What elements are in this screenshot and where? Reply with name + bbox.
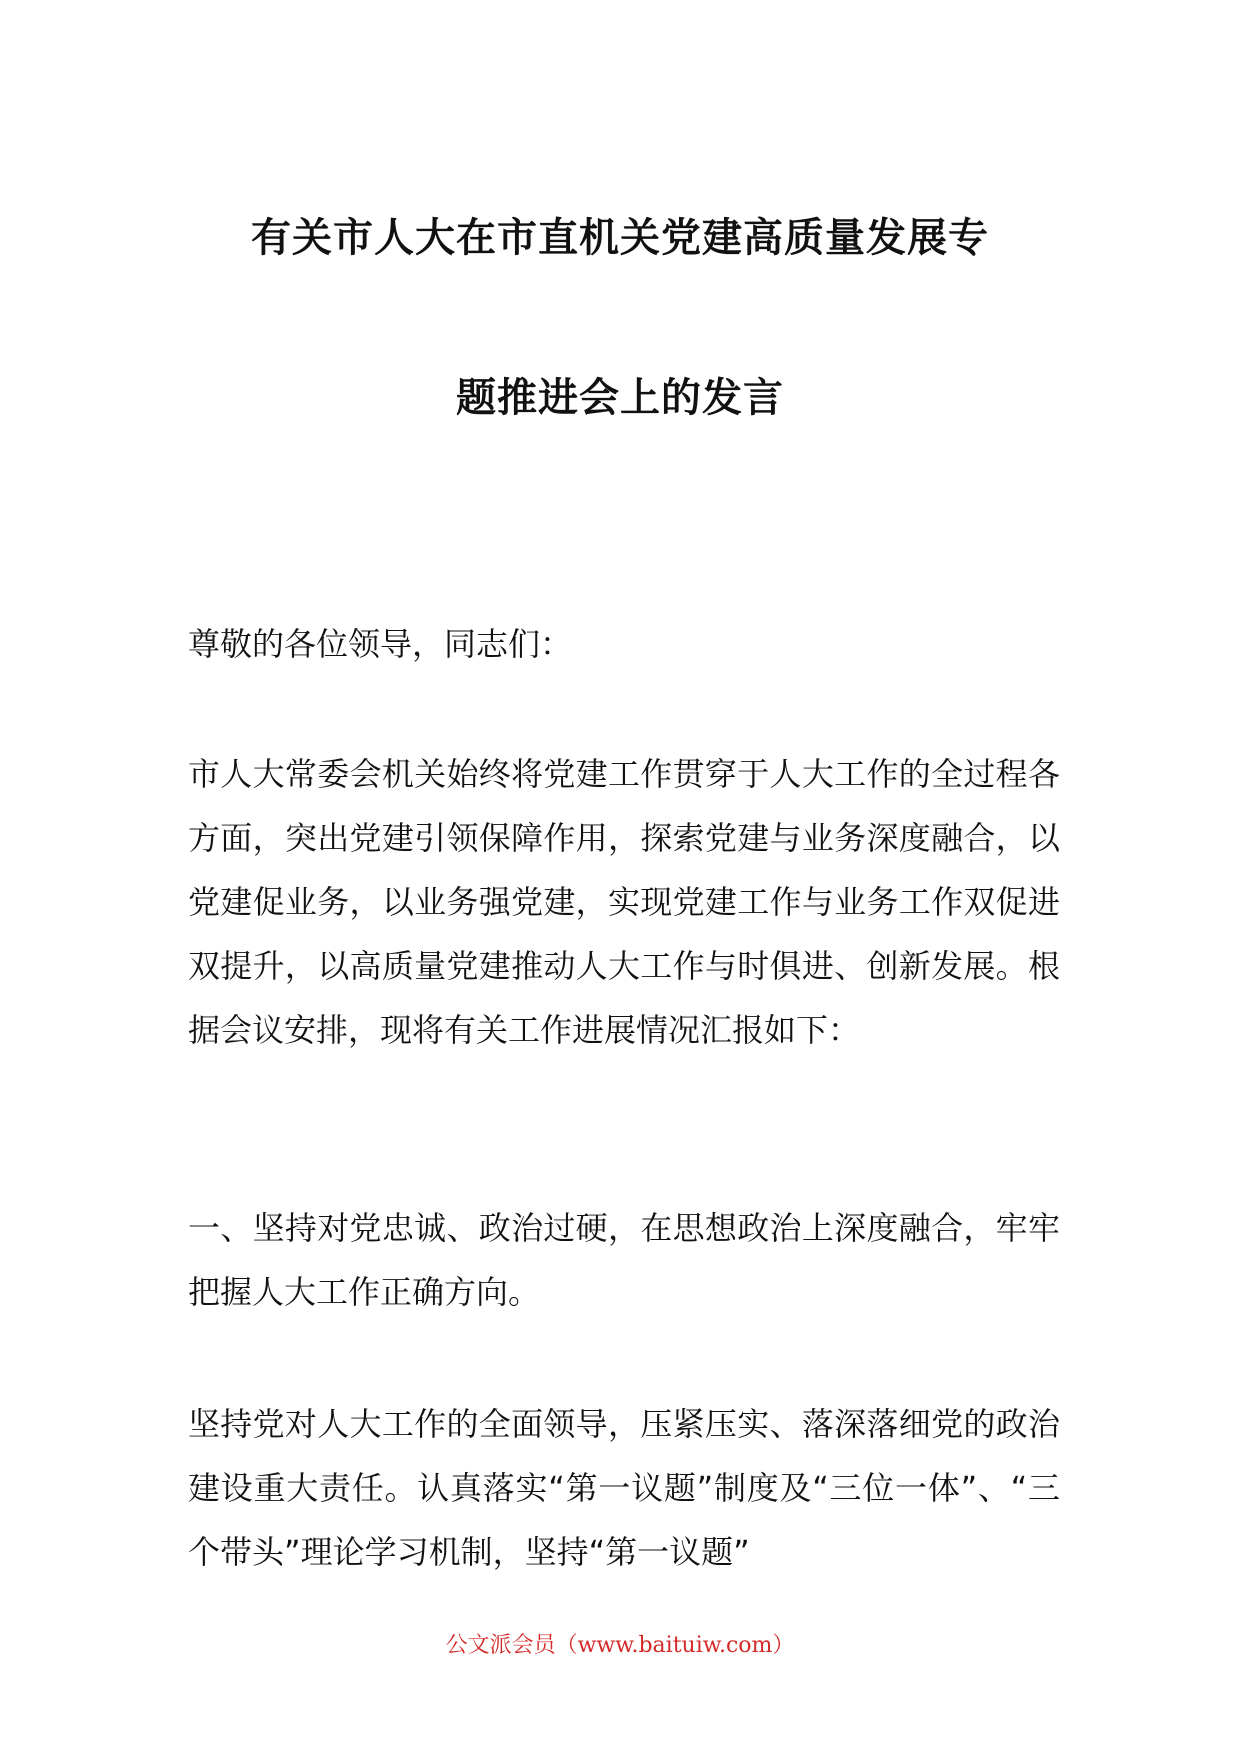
body-paragraph-2: 坚持党对人大工作的全面领导，压紧压实、落深落细党的政治建设重大责任。认真落实“第一议题”制度及“三位一体”、“三个带头”理论学习机制，坚持“第一议题” xyxy=(188,1405,1060,1571)
section-heading-1: 一、坚持对党忠诚、政治过硬，在思想政治上深度融合，牢牢把握人大工作正确方向。 xyxy=(188,1209,1060,1311)
body-paragraph-1: 市人大常委会机关始终将党建工作贯穿于人大工作的全过程各方面，突出党建引领保障作用，探索党建与业务深度融合，以党建促业务，以业务强党建，实现党建工作与业务工作双促进双提升，以高质量党建推动人大工作与时俱进、创新发展。根据会议安排，现将有关工作进展情况汇报如下： xyxy=(188,755,1060,1049)
footer-watermark: 公文派会员（www.baituiw.com） xyxy=(445,1633,795,1658)
salutation: 尊敬的各位领导，同志们： xyxy=(188,625,573,663)
document-title-line-2: 题推进会上的发言 xyxy=(456,375,784,421)
document-title-line-1: 有关市人大在市直机关党建高质量发展专 xyxy=(251,215,989,261)
